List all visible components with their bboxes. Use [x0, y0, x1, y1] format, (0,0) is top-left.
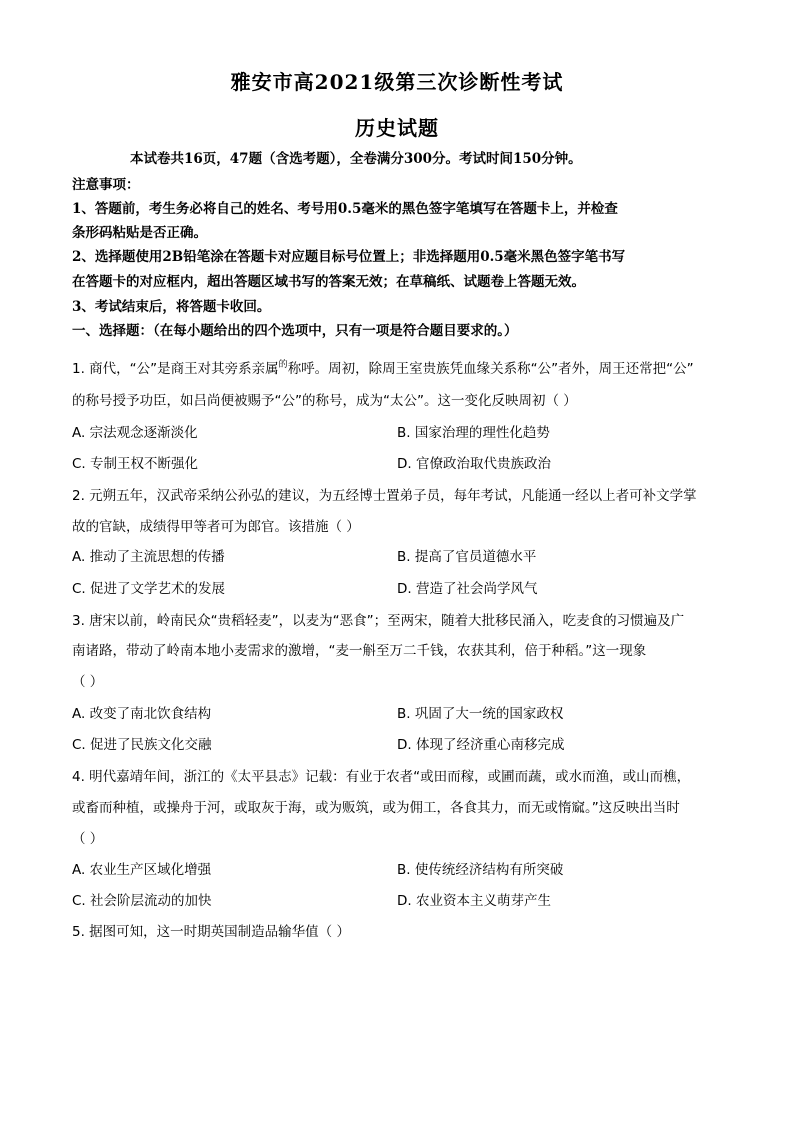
exam-title: 雅安市高2021级第三次诊断性考试 [230, 70, 564, 94]
question-1-option-b: B. 国家治理的理性化趋势 [397, 425, 550, 441]
notice-item-2-line-2: 在答题卡的对应框内，超出答题区域书写的答案无效；在草稿纸、试题卷上答题无效。 [72, 274, 585, 290]
question-1-text-b: 称呼。周初，除周王室贵族凭血缘关系称“公”者外，周王还常把“公” [287, 361, 694, 377]
question-4-line-2: 或畜而种植，或操舟于河，或取灰于海，或为贩筑，或为佣工，各食其力，而无或惰窳。”这反映出当时 [72, 800, 680, 816]
question-1-superscript: 的 [278, 360, 288, 370]
question-3-line-1: 3. 唐宋以前，岭南民众“贵稻轻麦”，以麦为“恶食”；至两宋，随着大批移民涌入，吃麦食的习惯遍及广 [72, 613, 685, 629]
notice-item-2-line-1: 2、选择题使用2B铅笔涂在答题卡对应题目标号位置上；非选择题用0.5毫米黑色签字笔书写 [72, 249, 626, 265]
question-1-option-c: C. 专制王权不断强化 [72, 456, 199, 472]
question-3-option-b: B. 巩固了大一统的国家政权 [397, 706, 564, 722]
question-2-option-b: B. 提高了官员道德水平 [397, 549, 537, 565]
exam-info: 本试卷共16页，47题（含选考题），全卷满分300分。考试时间150分钟。 [130, 151, 582, 167]
question-2-option-a: A. 推动了主流思想的传播 [72, 549, 225, 565]
question-2-line-1: 2. 元朔五年，汉武帝采纳公孙弘的建议，为五经博士置弟子员，每年考试，凡能通一经以上者可补文学掌 [72, 488, 697, 504]
question-4-line-1: 4. 明代嘉靖年间，浙江的《太平县志》记载：有业于农者“或田而稼，或圃而蔬，或水而渔，或山而樵， [72, 769, 691, 785]
question-3-line-2: 南诸路，带动了岭南本地小麦需求的激增，“麦一斛至万二千钱，农获其利，倍于种稻。”这一现象 [72, 643, 647, 659]
question-4-option-d: D. 农业资本主义萌芽产生 [397, 893, 551, 909]
question-1-text-a: 1. 商代，“公”是商王对其旁系亲属 [72, 361, 279, 377]
question-1-line-2: 的称号授予功臣，如吕尚便被赐予“公”的称号，成为“太公”。这一变化反映周初（ ） [72, 393, 577, 409]
question-4-option-a: A. 农业生产区域化增强 [72, 862, 212, 878]
question-4-option-b: B. 使传统经济结构有所突破 [397, 862, 564, 878]
question-4-line-3: （ ） [72, 831, 104, 847]
section-heading: 一、选择题：（在每小题给出的四个选项中，只有一项是符合题目要求的。） [72, 323, 518, 339]
question-1-option-d: D. 官僚政治取代贵族政治 [397, 456, 551, 472]
notice-heading: 注意事项： [72, 177, 140, 193]
notice-item-1-line-2: 条形码粘贴是否正确。 [72, 225, 207, 241]
question-2-option-d: D. 营造了社会尚学风气 [397, 581, 538, 597]
exam-subject: 历史试题 [355, 116, 439, 140]
notice-item-3: 3、考试结束后，将答题卡收回。 [72, 299, 271, 315]
question-2-line-2: 故的官缺，成绩得甲等者可为郎官。该措施（ ） [72, 519, 360, 535]
question-3-option-d: D. 体现了经济重心南移完成 [397, 737, 565, 753]
question-1-option-a: A. 宗法观念逐渐淡化 [72, 425, 198, 441]
question-5-line-1: 5. 据图可知，这一时期英国制造品输华值（ ） [72, 924, 350, 940]
question-1-line-1 [72, 357, 694, 377]
notice-item-1-line-1: 1、答题前，考生务必将自己的姓名、考号用0.5毫米的黑色签字笔填写在答题卡上，并检查 [72, 201, 618, 217]
question-3-line-3: （ ） [72, 674, 104, 690]
question-3-option-a: A. 改变了南北饮食结构 [72, 706, 212, 722]
question-4-option-c: C. 社会阶层流动的加快 [72, 893, 212, 909]
question-2-option-c: C. 促进了文学艺术的发展 [72, 581, 226, 597]
question-3-option-c: C. 促进了民族文化交融 [72, 737, 212, 753]
